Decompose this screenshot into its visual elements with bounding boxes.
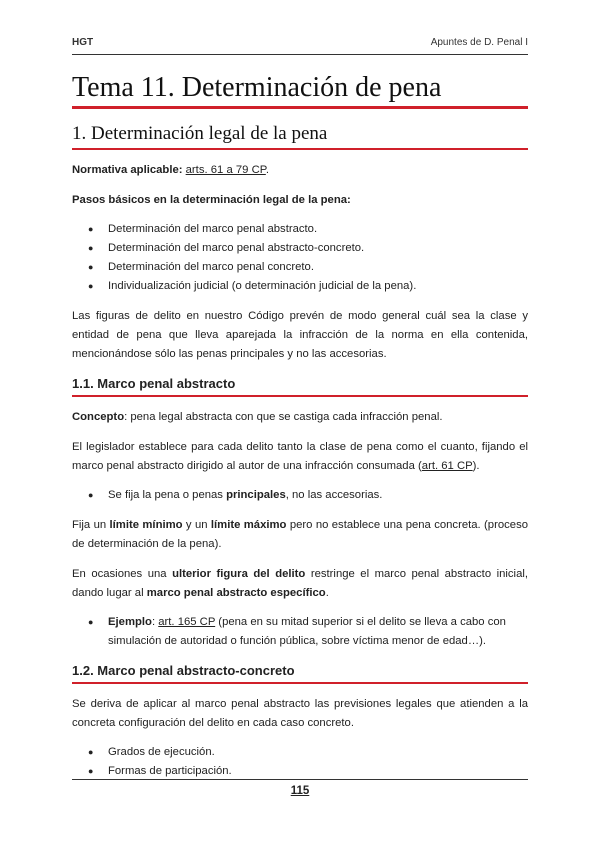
section-1-1-heading: 1.1. Marco penal abstracto bbox=[72, 376, 528, 397]
ejemplo-label: Ejemplo bbox=[108, 616, 152, 628]
ocasiones-paragraph bbox=[72, 565, 528, 603]
pasos-list bbox=[72, 220, 528, 296]
section-1-heading: 1. Determinación legal de la pena bbox=[72, 123, 528, 150]
legislador-paragraph bbox=[72, 438, 528, 476]
normativa-end: . bbox=[265, 164, 269, 176]
fija-a: Fija un bbox=[72, 519, 110, 531]
bullet-text-a: Se fija la pena o penas bbox=[108, 489, 227, 501]
page-content bbox=[72, 72, 528, 781]
principales-list bbox=[72, 486, 528, 505]
page-number: 115 bbox=[290, 785, 310, 797]
list-item: ● Grados de ejecución. bbox=[108, 743, 528, 762]
marco-especifico: marco penal abstracto específico bbox=[146, 587, 326, 599]
ocasiones-e: . bbox=[325, 587, 329, 599]
concepto-label: Concepto bbox=[72, 411, 125, 423]
header-subject: Apuntes de D. Penal I bbox=[430, 37, 528, 48]
list-item: ● Individualización judicial (o determinación judicial de la pena). bbox=[108, 277, 528, 296]
art-61-link[interactable]: art. 61 CP bbox=[421, 460, 473, 472]
ocasiones-a: En ocasiones una bbox=[72, 568, 173, 580]
normativa-paragraph bbox=[72, 161, 528, 180]
intro-paragraph: Las figuras de delito en nuestro Código prevén de modo general cuál sea la clase y entidad de pena que lleva aparejada la infracción de la norma en ella contenida, mencionándose sólo las penas principales y no las accesorias. bbox=[72, 310, 528, 360]
legislador-end: ). bbox=[472, 460, 480, 472]
concepto-text: : pena legal abstracta con que se castiga cada infracción penal. bbox=[124, 411, 443, 423]
normativa-label: Normativa aplicable: bbox=[72, 164, 183, 176]
section-1-2-heading: 1.2. Marco penal abstracto-concreto bbox=[72, 663, 528, 684]
fija-e: pero no establece una pena concreta. (proceso de determinación de la pena). bbox=[72, 519, 528, 550]
normativa-link[interactable]: arts. 61 a 79 CP bbox=[185, 164, 266, 176]
page-header bbox=[72, 34, 528, 55]
page-footer bbox=[72, 779, 528, 799]
list-item bbox=[108, 613, 528, 651]
ocasiones-c: restringe el marco penal abstracto inicial, dando lugar al bbox=[72, 568, 528, 599]
pasos-label: Pasos básicos en la determinación legal de la pena: bbox=[72, 194, 351, 206]
grados-list bbox=[72, 743, 528, 781]
list-item bbox=[108, 486, 528, 505]
ulterior-figura: ulterior figura del delito bbox=[172, 568, 306, 580]
chapter-title: Tema 11. Determinación de pena bbox=[72, 72, 528, 109]
list-item: ● Formas de participación. bbox=[108, 762, 528, 781]
bullet-text-bold: principales bbox=[226, 489, 286, 501]
limite-maximo: límite máximo bbox=[210, 519, 287, 531]
list-item: ● Determinación del marco penal concreto. bbox=[108, 258, 528, 277]
header-author: HGT bbox=[72, 37, 94, 48]
list-item: ● Determinación del marco penal abstracto-concreto. bbox=[108, 239, 528, 258]
bullet-text-c: , no las accesorias. bbox=[285, 489, 383, 501]
legislador-text: El legislador establece para cada delito tanto la clase de pena como el cuanto, fijando el marco penal abstracto dirigido al autor de una infracción consumada ( bbox=[72, 441, 528, 472]
ejemplo-text: (pena en su mitad superior si el delito se lleva a cabo con simulación de autoridad o función pública, sobre víctima menor de edad…). bbox=[108, 616, 506, 647]
concepto-paragraph bbox=[72, 408, 528, 427]
pasos-paragraph bbox=[72, 191, 528, 210]
limite-minimo: límite mínimo bbox=[109, 519, 183, 531]
ejemplo-list bbox=[72, 613, 528, 651]
fija-c: y un bbox=[182, 519, 211, 531]
list-item: ● Determinación del marco penal abstracto. bbox=[108, 220, 528, 239]
abstracto-concreto-paragraph: Se deriva de aplicar al marco penal abstracto las previsiones legales que atienden a la concreta configuración del delito en cada caso concreto. bbox=[72, 698, 528, 729]
limites-paragraph bbox=[72, 516, 528, 554]
ejemplo-colon: : bbox=[151, 616, 159, 628]
art-165-link[interactable]: art. 165 CP bbox=[158, 616, 216, 628]
